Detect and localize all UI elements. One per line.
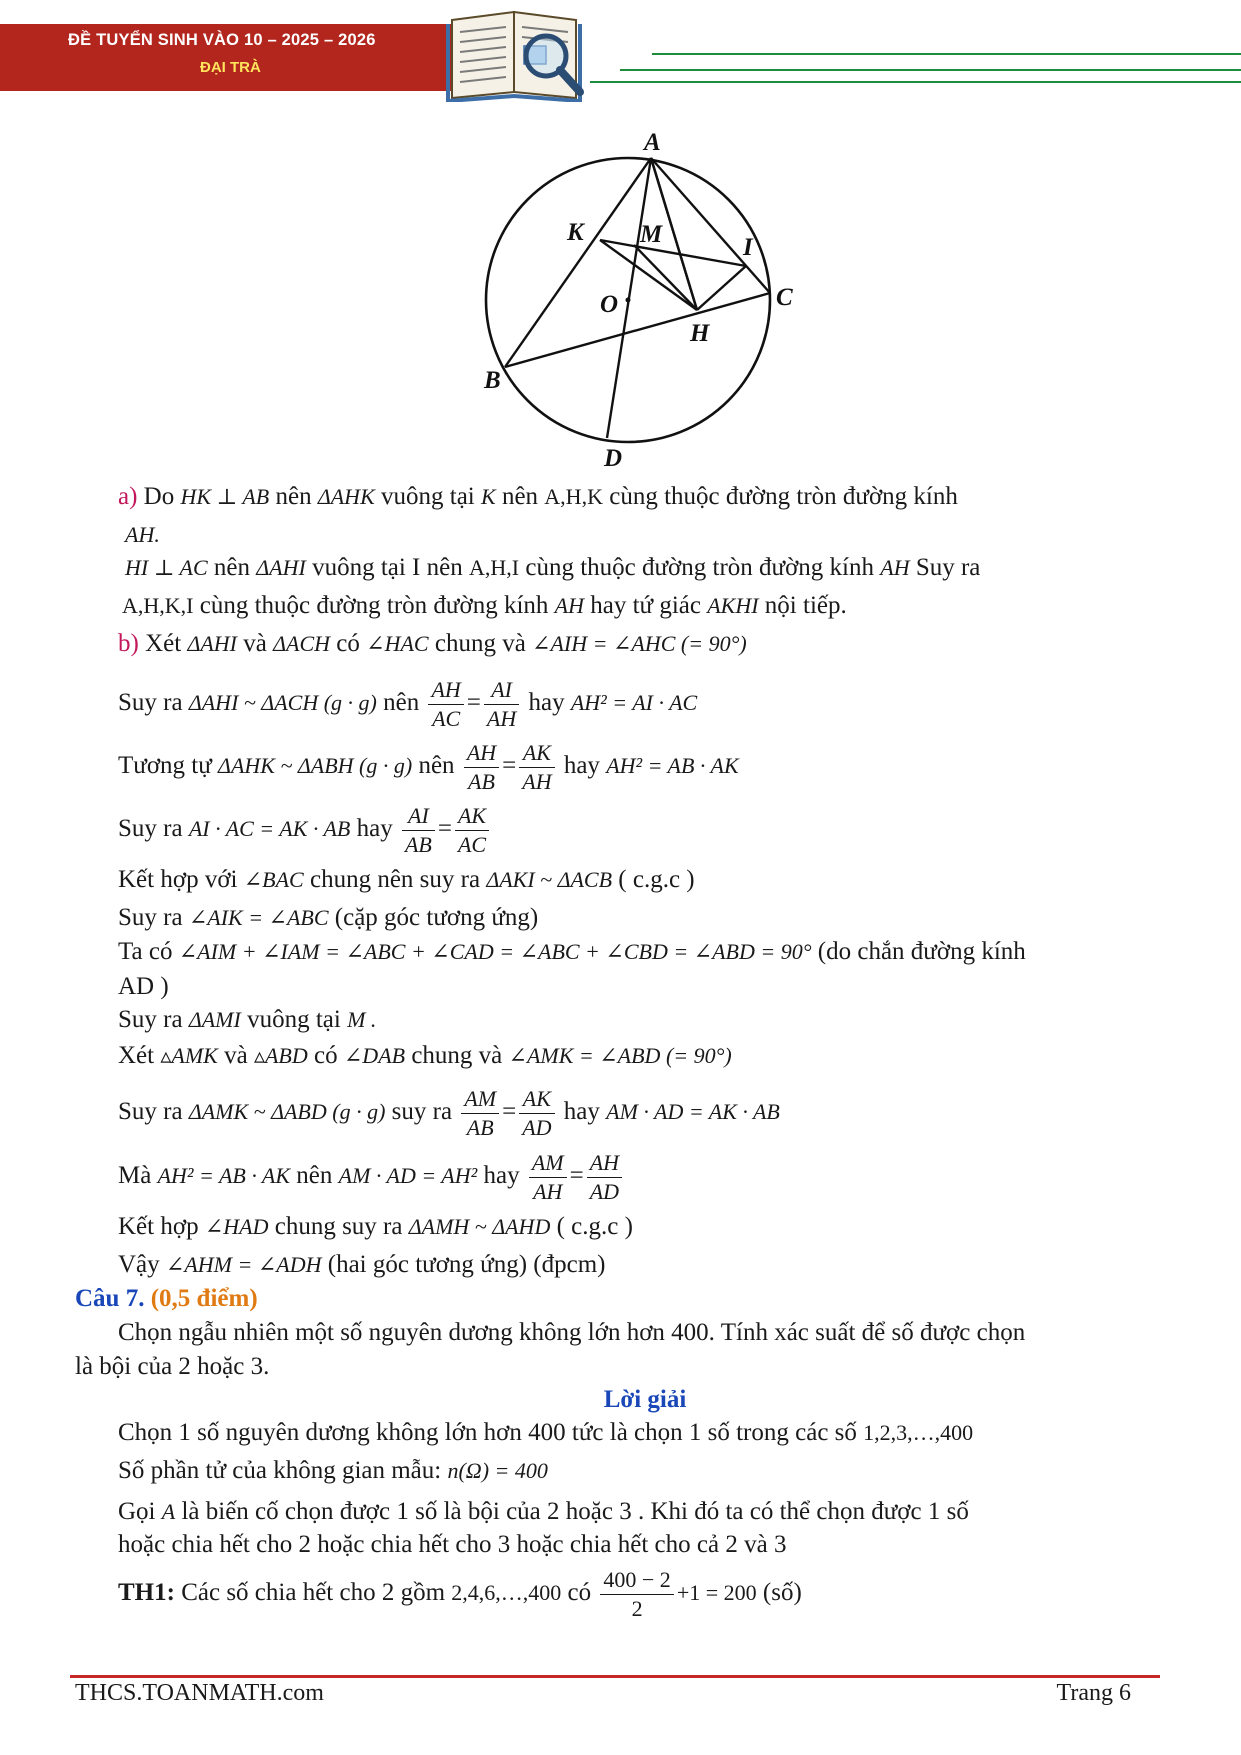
text: hay: [528, 689, 565, 716]
footer-divider: [70, 1675, 1160, 1678]
fraction: $\frac{AM}{AB}$: [461, 1085, 499, 1142]
math: AM · AD = AK · AB: [606, 1099, 780, 1124]
math: ΔAMI: [188, 1007, 241, 1032]
point-a: A: [644, 129, 661, 156]
point-b: B: [484, 367, 501, 394]
text: nên: [418, 752, 455, 779]
part-a-line-2: [125, 520, 160, 550]
text: Các số chia hết cho 2 gồm: [181, 1579, 446, 1606]
equals: =: [437, 815, 452, 842]
header-subtitle: ĐẠI TRÀ: [200, 59, 261, 76]
math: ΔAHK: [317, 484, 375, 509]
text: Chọn 1 số nguyên dương không lớn hơn 400 tức là chọn 1 số trong các số: [118, 1419, 857, 1446]
point-c: C: [776, 284, 793, 311]
text: vuông tại: [381, 483, 475, 510]
solution-line-2: [118, 1456, 548, 1486]
text: Kết hợp: [118, 1213, 199, 1240]
solution-line-3: [118, 1497, 969, 1527]
text: là biến cố chọn được 1 số là bội của 2 hoặc 3 . Khi đó ta có thể chọn được 1 số: [181, 1498, 969, 1525]
part-b-line-1: [118, 629, 747, 659]
question-7-score: (0,5 điểm): [150, 1285, 258, 1312]
math: ▵ABD: [253, 1043, 308, 1068]
text: ( c.g.c ): [556, 1213, 633, 1240]
footer-page-number: Trang 6: [1056, 1680, 1131, 1706]
text: có: [336, 630, 360, 657]
point-m: M: [640, 221, 663, 248]
text: hoặc chia hết cho 2 hoặc chia hết cho 3 hoặc chia hết cho cả 2 và 3: [118, 1531, 787, 1558]
part-b-line-14: [118, 1250, 606, 1280]
equals: =: [569, 1162, 584, 1189]
fraction: $\frac{AH}{AB}$: [464, 739, 499, 796]
fraction: $\frac{AK}{AC}$: [455, 802, 489, 859]
question-7-text-1: [118, 1318, 1025, 1348]
part-a-line-4: [122, 591, 847, 621]
point-h: H: [690, 320, 710, 347]
part-b-line-4: [118, 796, 492, 862]
text: cùng thuộc đường tròn đường kính: [199, 592, 549, 619]
math: K: [481, 484, 496, 509]
fraction: $\frac{AI}{AH}$: [484, 676, 519, 733]
text: nên: [501, 483, 539, 510]
math: AH² = AB · AK: [606, 753, 739, 778]
math: ∠HAC: [366, 631, 429, 656]
part-b-line-5: [118, 865, 695, 895]
text: vuông tại: [247, 1006, 341, 1033]
equals: =: [466, 689, 481, 716]
part-b-line-8: [118, 972, 169, 1002]
point-i: I: [743, 234, 753, 261]
question-7-title: Câu 7.: [75, 1285, 145, 1312]
text: AD ): [118, 973, 169, 1000]
math: n(Ω) = 400: [447, 1458, 548, 1483]
math: HI ⊥ AC: [125, 555, 208, 580]
text: Tương tự: [118, 752, 212, 779]
math: ∠DAB: [343, 1043, 406, 1068]
part-b-line-3: [118, 733, 739, 799]
math: HK ⊥ AB: [180, 484, 270, 509]
solution-title: Lời giải: [603, 1386, 687, 1413]
text: Do: [143, 483, 175, 510]
text: và: [224, 1042, 248, 1069]
text: vuông tại I nên: [312, 554, 463, 581]
equals: =: [502, 1098, 517, 1125]
math: A,H,K: [544, 484, 603, 509]
fraction: $\frac{AH}{AC}$: [428, 676, 463, 733]
math: AM · AD = AH²: [338, 1163, 478, 1188]
text: Gọi: [118, 1498, 156, 1525]
math: 2,4,6,…,400: [451, 1580, 562, 1605]
text: cùng thuộc đường tròn đường kính: [525, 554, 874, 581]
math: ∠HAD: [204, 1214, 269, 1239]
text: ( c.g.c ): [618, 866, 695, 893]
part-b-line-6: [118, 903, 538, 933]
math: ∠AMK = ∠ABD (= 90°): [508, 1043, 732, 1068]
text: (do chắn đường kính: [817, 938, 1026, 965]
text: hay: [563, 1098, 600, 1125]
text: và: [243, 630, 267, 657]
text: hay: [563, 752, 600, 779]
text: hay: [483, 1162, 520, 1189]
solution-line-4: [118, 1530, 786, 1560]
part-b-line-2: [118, 670, 697, 736]
text: Suy ra: [118, 1006, 183, 1033]
math: ∠BAC: [243, 867, 304, 892]
math: ΔAKI ~ ΔACB: [486, 867, 613, 892]
math: A: [161, 1499, 176, 1524]
fraction: $\frac{AI}{AB}$: [402, 802, 435, 859]
math: ΔAMK ~ ΔABD (g · g): [188, 1099, 386, 1124]
point-k: K: [567, 219, 584, 246]
part-b-line-12: [118, 1143, 625, 1209]
text: Vậy: [118, 1251, 160, 1278]
text: chung và: [434, 630, 526, 657]
part-a-line-1: [118, 482, 958, 512]
text: Suy ra: [118, 689, 183, 716]
math: ΔAMH ~ ΔAHD: [408, 1214, 551, 1239]
text: Xét: [145, 630, 182, 657]
fraction: $\frac{AH}{AD}$: [587, 1149, 622, 1206]
footer-site[interactable]: THCS.TOANMATH.com: [75, 1680, 324, 1706]
text: Kết hợp với: [118, 866, 238, 893]
math: ∠AIH = ∠AHC (= 90°): [532, 631, 747, 656]
math: ΔAHI ~ ΔACH (g · g): [188, 690, 377, 715]
text: hay tứ giác: [590, 592, 701, 619]
math: AH: [554, 593, 584, 618]
text: Mà: [118, 1162, 152, 1189]
text: Suy ra: [118, 1098, 183, 1125]
header-decorative-lines: [590, 40, 1241, 90]
text: Ta có: [118, 938, 173, 965]
math: ΔACH: [273, 631, 331, 656]
point-o: O: [600, 291, 619, 318]
text: (hai góc tương ứng) (đpcm): [327, 1251, 606, 1278]
header-title: ĐỀ TUYỂN SINH VÀO 10 – 2025 – 2026: [68, 31, 376, 49]
part-b-line-9: [118, 1005, 376, 1035]
text: chung suy ra: [274, 1213, 403, 1240]
math: ∠AHM = ∠ADH: [165, 1252, 322, 1277]
part-b-line-11: [118, 1079, 780, 1145]
math: ΔAHK ~ ΔABH (g · g): [218, 753, 413, 778]
text: cùng thuộc đường tròn đường kính: [609, 483, 958, 510]
part-b-line-7: [118, 937, 1026, 967]
text: là bội của 2 hoặc 3.: [75, 1353, 270, 1380]
text: nên: [213, 554, 250, 581]
text: nên: [383, 689, 420, 716]
part-b-line-10: [118, 1041, 732, 1071]
point-d: D: [604, 445, 623, 472]
th1-label: TH1:: [118, 1579, 175, 1606]
text: Số phần tử của không gian mẫu:: [118, 1457, 442, 1484]
math: AH² = AB · AK: [157, 1163, 291, 1188]
math: +1 = 200: [676, 1580, 757, 1605]
fraction: $\frac{400 - 2}{2}$: [600, 1566, 673, 1623]
text: nên: [296, 1162, 333, 1189]
math: ΔAHI: [256, 555, 306, 580]
text: hay: [356, 815, 393, 842]
text: (cặp góc tương ứng): [334, 904, 539, 931]
text: Xét: [118, 1042, 155, 1069]
question-7-heading: [75, 1284, 258, 1314]
text: Suy ra: [915, 554, 981, 581]
geometry-figure: [470, 118, 810, 478]
math: AI · AC = AK · AB: [188, 816, 351, 841]
math: AH: [880, 555, 910, 580]
text: Chọn ngẫu nhiên một số nguyên dương không lớn hơn 400. Tính xác suất để số được chọn: [118, 1319, 1026, 1346]
solution-th1: [118, 1560, 802, 1626]
math: ∠AIM + ∠IAM = ∠ABC + ∠CAD = ∠ABC + ∠CBD = ∠ABD = 90°: [178, 939, 812, 964]
fraction: $\frac{AM}{AH}$: [529, 1149, 567, 1206]
text: Suy ra: [118, 815, 183, 842]
text: có: [314, 1042, 338, 1069]
math: A,H,I: [468, 555, 520, 580]
text: Suy ra: [118, 904, 183, 931]
math: ∠AIK = ∠ABC: [188, 905, 329, 930]
math: 1,2,3,…,400: [863, 1420, 974, 1445]
question-7-text-2: [75, 1352, 269, 1382]
math: AKHI: [707, 593, 759, 618]
text: có: [567, 1579, 592, 1606]
math: A,H,K,I: [122, 593, 194, 618]
part-b-label: b): [118, 630, 139, 657]
math: ▵AMK: [160, 1043, 218, 1068]
math: AH² = AI · AC: [570, 690, 698, 715]
text: (số): [762, 1579, 802, 1606]
math: ΔAHI: [187, 631, 238, 656]
part-a-label: a): [118, 483, 138, 510]
text: chung và: [411, 1042, 503, 1069]
text: chung nên suy ra: [309, 866, 481, 893]
fraction: $\frac{AK}{AD}$: [519, 1085, 554, 1142]
book-magnifier-icon: [442, 0, 592, 102]
text: nội tiếp.: [764, 592, 847, 619]
part-b-line-13: [118, 1212, 633, 1242]
math: M .: [347, 1007, 377, 1032]
solution-heading: [0, 1385, 1241, 1415]
text: nên: [275, 483, 312, 510]
math: AH.: [125, 522, 160, 547]
text: suy ra: [391, 1098, 453, 1125]
fraction: $\frac{AK}{AH}$: [519, 739, 554, 796]
part-a-line-3: [125, 553, 980, 583]
equals: =: [502, 752, 517, 779]
solution-line-1: [118, 1418, 973, 1448]
